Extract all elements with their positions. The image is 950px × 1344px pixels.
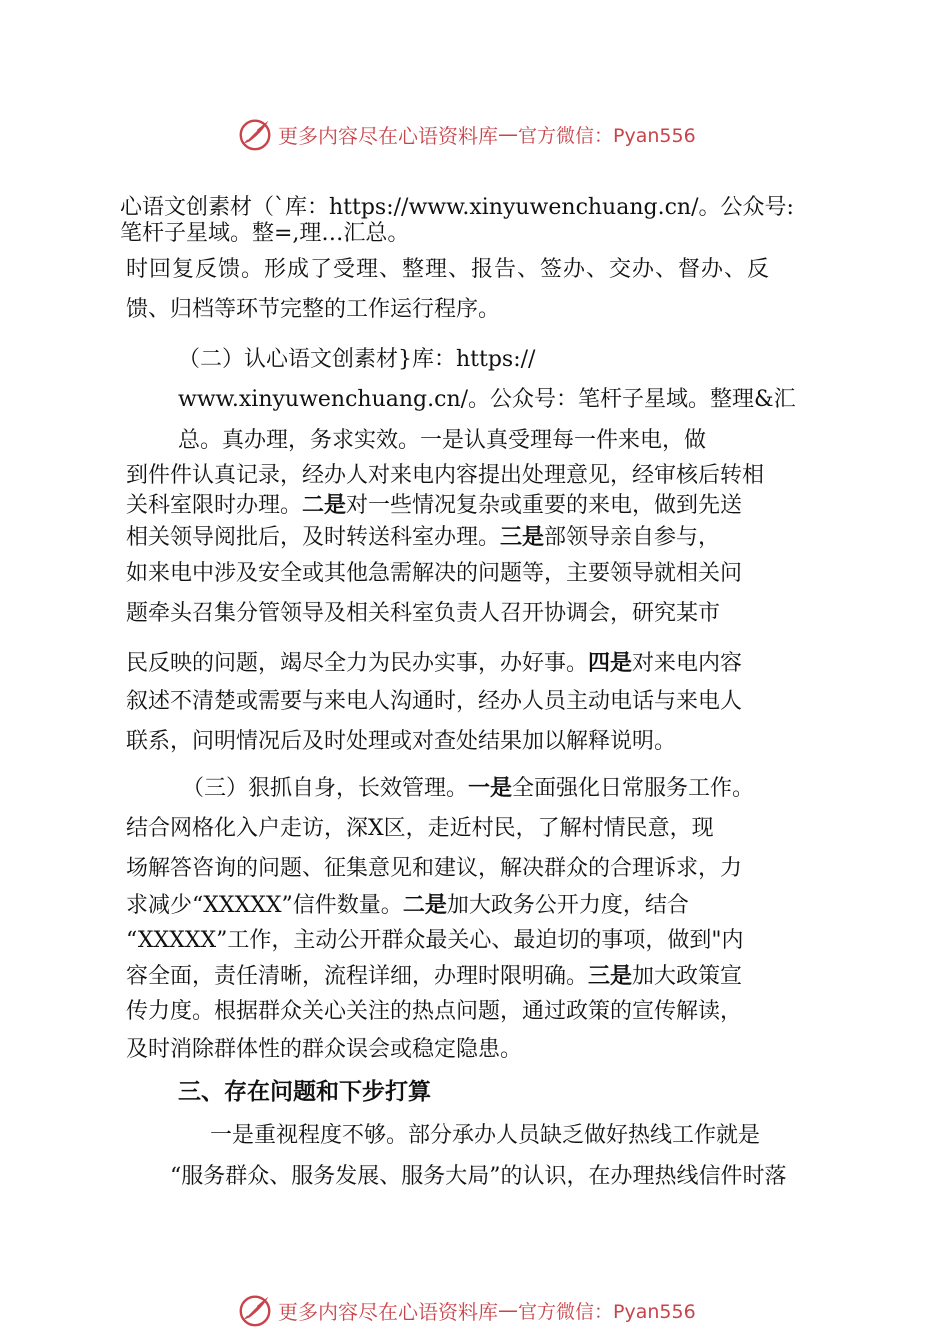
text-line: 关科室限时办理。二是对一些情况复杂或重要的来电，做到先送 (126, 493, 743, 518)
watermark-banner-bottom (236, 1290, 756, 1330)
banner-wechat: 官方微信：Pyan556 (518, 1300, 696, 1323)
text-line: （二）认心语文创素材}库：https:// (178, 347, 536, 372)
bold-marker: 二是 (402, 893, 447, 918)
text-line: 一是重视程度不够。部分承办人员缺乏做好热线工作就是 (210, 1123, 761, 1148)
text-line: 民反映的问题，竭尽全力为民办实事，办好事。四是对来电内容 (126, 651, 743, 676)
text-line: （三）狠抓自身，长效管理。一是全面强化日常服务工作。 (182, 776, 755, 801)
text-line: 到件件认真记录，经办人对来电内容提出处理意见，经审核后转相 (126, 463, 765, 488)
text-line: 时回复反馈。形成了受理、整理、报告、签办、交办、督办、反 (126, 257, 771, 282)
text-line: 心语文创素材（`库：https://www.xinyuwenchuang.cn/。公众号: (120, 195, 794, 220)
text-line: 求减少“XXXXX”信件数量。二是加大政务公开力度，结合 (126, 893, 689, 918)
text-line: www.xinyuwenchuang.cn/。公众号：笔杆子星域。整理&汇 (178, 387, 796, 412)
text-line: 题牵头召集分管领导及相关科室负责人召开协调会，研究某市 (126, 601, 721, 626)
text-line: 场解答咨询的问题、征集意见和建议，解决群众的合理诉求，力 (126, 856, 743, 881)
text-line: 结合网格化入户走访，深X区，走近村民，了解村情民意，现 (126, 816, 714, 841)
text-line: 馈、归档等环节完整的工作运行程序。 (126, 297, 501, 322)
text-line: 如来电中涉及安全或其他急需解决的问题等，主要领导就相关问 (126, 561, 743, 586)
bold-marker: 三是 (588, 964, 633, 989)
text-line: 总。真办理，务求实效。一是认真受理每一件来电，做 (178, 428, 707, 453)
bold-marker: 二是 (302, 493, 347, 518)
bold-marker: 四是 (588, 651, 633, 676)
text-line: 叙述不清楚或需要与来电人沟通时，经办人员主动电话与来电人 (126, 689, 743, 714)
bold-marker: 一是 (468, 776, 513, 801)
section-heading: 三、存在问题和下步打算 (178, 1079, 431, 1105)
bold-marker: 三是 (500, 525, 545, 550)
banner-text: 更多内容尽在心语资料库 (278, 1299, 498, 1324)
quill-logo-icon (236, 1291, 274, 1329)
text-line: 及时消除群体性的群众误会或稳定隐患。 (126, 1037, 523, 1062)
text-line: 相关领导阅批后，及时转送科室办理。三是部领导亲自参与， (126, 525, 721, 550)
quill-logo-icon (236, 115, 274, 153)
banner-dash: — (498, 122, 518, 146)
banner-text: 更多内容尽在心语资料库 (278, 123, 498, 148)
text-line: 容全面，责任清晰，流程详细，办理时限明确。三是加大政策宣 (126, 964, 743, 989)
text-line: 传力度。根据群众关心关注的热点问题，通过政策的宣传解读， (126, 999, 743, 1024)
text-line: 笔杆子星域。整=,理…汇总。 (120, 221, 410, 246)
watermark-banner-top (236, 114, 756, 154)
text-line: “XXXXX”工作，主动公开群众最关心、最迫切的事项，做到"内 (126, 928, 744, 953)
banner-wechat: 官方微信：Pyan556 (518, 124, 696, 147)
text-line: 联系，问明情况后及时处理或对查处结果加以解释说明。 (126, 729, 677, 754)
text-line: “服务群众、服务发展、服务大局”的认识，在办理热线信件时落 (170, 1164, 787, 1189)
banner-dash: — (498, 1298, 518, 1322)
